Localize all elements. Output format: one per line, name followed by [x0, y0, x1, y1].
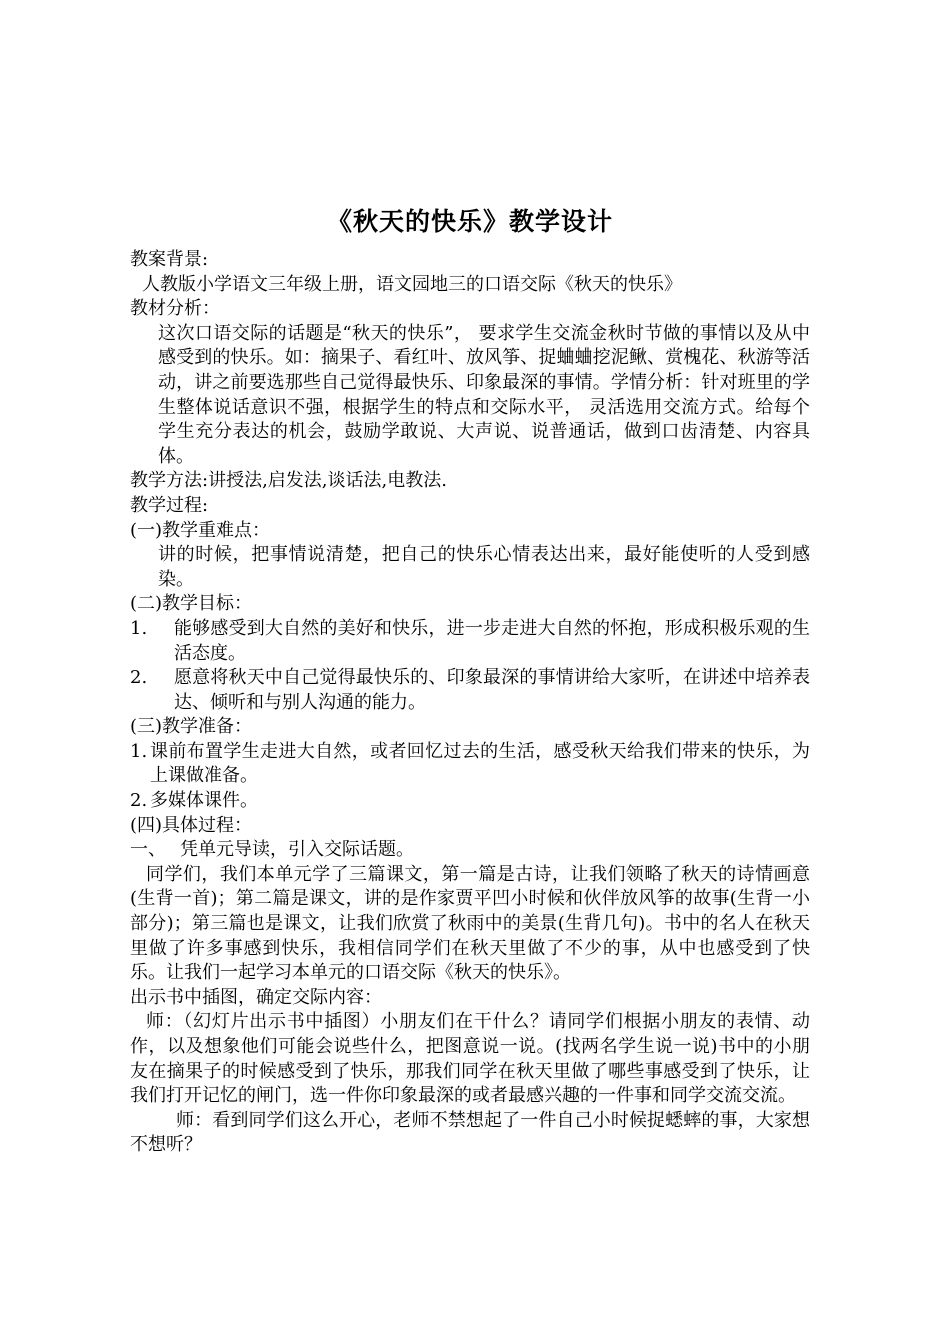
key-points-label: (一)教学重难点：: [130, 519, 271, 541]
goal-number: 1.: [130, 617, 148, 639]
paragraph-teacher: 师：（幻灯片出示书中插图）小朋友们在干什么？请同学们根据小朋友的表情、动作，以及想象他们可能会说些什么，把图意说一说。(找两名学生说一说)书中的小朋友在摘果子的时候感受到了快乐，那我们同学在秋天里做了哪些事感受到了快乐，让我们打开记忆的闸门，选一件你印象最深的或者最感兴趣的一件事和同学交流交流。: [130, 1011, 810, 1107]
process-label: 教学过程:: [130, 494, 209, 516]
background-label: 教案背景:: [130, 249, 209, 270]
prep-number: 2.: [130, 790, 148, 812]
paragraph-teacher-story: 师：看到同学们这么开心，老师不禁想起了一件自己小时候捉蟋蟀的事，大家想不想听？: [130, 1109, 810, 1156]
analysis-label: 教材分析：: [130, 298, 220, 320]
document-body: [130, 202, 810, 1158]
goal-text: 能够感受到大自然的美好和快乐，进一步走进大自然的怀抱，形成积极乐观的生活态度。: [174, 617, 810, 664]
prep-text: 多媒体课件。: [150, 790, 258, 812]
prep-item: [130, 789, 810, 814]
goal-number: 2.: [130, 667, 148, 689]
goal-item: [130, 666, 810, 715]
show-label: 出示书中插图，确定交际内容：: [130, 986, 382, 1008]
goals-label: (二)教学目标：: [130, 593, 253, 615]
prep-text: 课前布置学生走进大自然，或者回忆过去的生活，感受秋天给我们带来的快乐，为上课做准备。: [150, 740, 810, 787]
step-heading: [130, 838, 810, 863]
method-text: 教学方法:讲授法,启发法,谈话法,电教法.: [130, 470, 447, 492]
document-title: 《秋天的快乐》教学设计: [326, 207, 613, 236]
prep-item: [130, 740, 810, 789]
paragraph-intro: 同学们，我们本单元学了三篇课文，第一篇是古诗，让我们领略了秋天的诗情画意(生背一首)；第二篇是课文，讲的是作家贾平凹小时候和伙伴放风筝的故事(生背一小部分)；第三篇也是课文，让我们欣赏了秋雨中的美景(生背几句)。书中的名人在秋天里做了许多事感到快乐，我相信同学们在秋天里做了不少的事，从中也感受到了快乐。让我们一起学习本单元的口语交际《秋天的快乐》。: [130, 863, 810, 984]
prep-number: 1.: [130, 740, 148, 762]
goal-item: [130, 617, 810, 666]
analysis-text: 这次口语交际的话题是“秋天的快乐”， 要求学生交流金秋时节做的事情以及从中感受到的快乐。如：摘果子、看红叶、放风筝、捉蛐蛐挖泥鳅、赏槐花、秋游等活动，讲之前要选那些自己觉得最快乐、印象最深的事情。学情分析：针对班里的学生整体说话意识不强，根据学生的特点和交际水平， 灵活选用交流方式。给每个学生充分表达的机会，鼓励学敢说、大声说、说普通话，做到口齿清楚、内容具体。: [158, 322, 810, 467]
prep-label: (三)教学准备：: [130, 716, 253, 738]
steps-label: (四)具体过程：: [130, 814, 253, 836]
goal-text: 愿意将秋天中自己觉得最快乐的、印象最深的事情讲给大家听，在讲述中培养表达、倾听和与别人沟通的能力。: [174, 667, 810, 713]
key-points-text: 讲的时候，把事情说清楚，把自己的快乐心情表达出来，最好能使听的人受到感染。: [158, 544, 810, 590]
background-text: 人教版小学语文三年级上册，语文园地三的口语交际《秋天的快乐》: [142, 273, 682, 295]
step-number: 一、: [130, 839, 166, 861]
step-text: 凭单元导读，引入交际话题。: [180, 839, 414, 861]
